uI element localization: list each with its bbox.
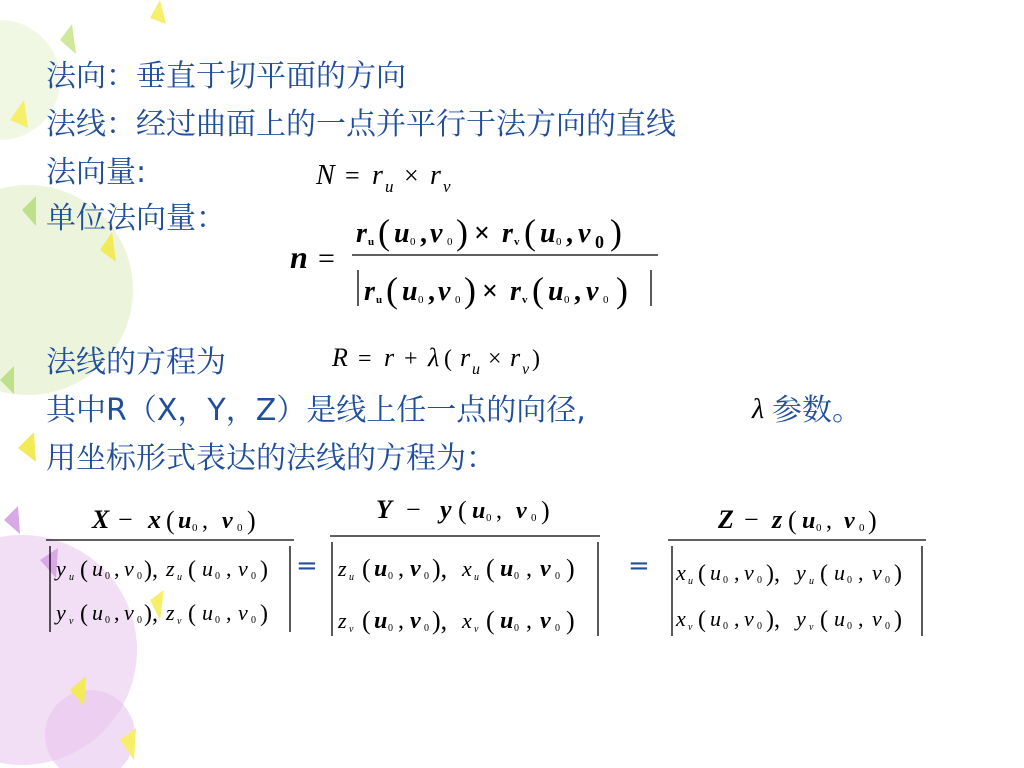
- svg-text:0: 0: [105, 615, 110, 626]
- svg-text:u: u: [374, 608, 388, 634]
- svg-text:y: y: [440, 495, 452, 524]
- where-explanation-suffix: 参数。: [772, 393, 862, 428]
- svg-text:,: ,: [226, 600, 232, 625]
- svg-text:n: n: [290, 239, 308, 275]
- coordinate-fraction-x: [46, 505, 294, 632]
- svg-text:r: r: [510, 343, 521, 372]
- svg-text:0: 0: [603, 294, 609, 306]
- svg-text:z: z: [166, 600, 175, 625]
- svg-text:): ): [868, 506, 877, 535]
- unit-normal-vector-label: 单位法向量：: [46, 201, 226, 236]
- svg-text:,: ,: [826, 508, 832, 534]
- svg-text:u: u: [349, 572, 354, 583]
- svg-text:u: u: [802, 508, 816, 534]
- svg-text:0: 0: [885, 621, 890, 632]
- normal-vector-label: 法向量:: [46, 155, 147, 190]
- svg-text:),: ),: [432, 554, 448, 583]
- svg-text:R: R: [332, 343, 348, 372]
- svg-text:,: ,: [114, 600, 120, 625]
- svg-text:0: 0: [723, 575, 728, 586]
- svg-text:(: (: [698, 607, 706, 633]
- svg-text:0: 0: [424, 623, 429, 634]
- svg-text:v: v: [443, 177, 451, 196]
- svg-text:x: x: [462, 608, 472, 633]
- svg-text:u: u: [394, 218, 410, 249]
- svg-text:): ): [541, 496, 550, 525]
- svg-text:=: =: [358, 346, 372, 372]
- svg-text:(: (: [166, 506, 175, 535]
- svg-text:0: 0: [137, 571, 142, 582]
- normal-direction-definition: 法向：垂直于切平面的方向: [46, 59, 406, 94]
- svg-text:(: (: [820, 561, 828, 587]
- svg-text:0: 0: [410, 236, 416, 248]
- svg-text:v: v: [586, 276, 599, 307]
- svg-text:y: y: [796, 560, 806, 585]
- svg-text:),: ),: [766, 607, 780, 633]
- svg-text:×: ×: [404, 161, 419, 190]
- svg-text:z: z: [772, 505, 783, 534]
- svg-text:0: 0: [564, 294, 570, 306]
- svg-text:v: v: [222, 508, 233, 534]
- svg-text:,: ,: [226, 556, 232, 581]
- svg-text:v: v: [474, 624, 479, 635]
- svg-text:,: ,: [734, 606, 740, 631]
- svg-text:v: v: [872, 606, 882, 631]
- svg-text:r: r: [384, 343, 395, 372]
- svg-text:y: y: [56, 556, 66, 581]
- svg-text:0: 0: [514, 623, 519, 634]
- svg-text:=: =: [345, 161, 360, 190]
- svg-text:−: −: [406, 495, 421, 524]
- svg-text:,: ,: [398, 556, 404, 582]
- svg-text:,: ,: [428, 276, 435, 307]
- svg-text:λ: λ: [428, 343, 440, 372]
- svg-text:0: 0: [757, 575, 762, 586]
- svg-text:u: u: [472, 498, 486, 524]
- svg-text:v: v: [69, 616, 74, 627]
- svg-text:u: u: [710, 560, 721, 585]
- svg-text:0: 0: [215, 615, 220, 626]
- svg-text:(: (: [378, 212, 390, 252]
- svg-text:z: z: [338, 608, 347, 633]
- svg-text:(: (: [486, 554, 495, 583]
- svg-text:0: 0: [137, 615, 142, 626]
- svg-text:v: v: [124, 556, 134, 581]
- svg-text:): ): [610, 212, 622, 252]
- svg-text:u: u: [374, 556, 388, 582]
- svg-text:x: x: [462, 556, 472, 581]
- svg-text:): ): [260, 557, 268, 583]
- svg-text:(: (: [80, 601, 88, 627]
- svg-text:,: ,: [202, 508, 208, 534]
- svg-text:0: 0: [555, 623, 560, 634]
- svg-text:x: x: [148, 505, 161, 534]
- svg-text:u: u: [474, 572, 479, 583]
- svg-text:r: r: [372, 160, 383, 191]
- svg-text:u: u: [834, 606, 845, 631]
- svg-text:v: v: [578, 218, 591, 249]
- svg-text:r: r: [430, 160, 441, 191]
- svg-text:u: u: [202, 556, 213, 581]
- svg-text:(: (: [80, 557, 88, 583]
- svg-text:u: u: [69, 572, 74, 583]
- svg-text:r: r: [356, 218, 367, 249]
- svg-text:v: v: [438, 276, 451, 307]
- svg-text:0: 0: [514, 571, 519, 582]
- svg-text:u: u: [540, 218, 556, 249]
- svg-text:×: ×: [488, 346, 502, 372]
- svg-text:(: (: [532, 270, 544, 310]
- svg-text:u: u: [472, 361, 480, 378]
- svg-text:u: u: [688, 576, 693, 587]
- svg-text:x: x: [676, 606, 686, 631]
- svg-text:0: 0: [447, 236, 453, 248]
- normal-line-definition: 法线：经过曲面上的一点并平行于法方向的直线: [46, 107, 676, 142]
- svg-text:v: v: [124, 600, 134, 625]
- svg-text:(: (: [820, 607, 828, 633]
- svg-text:v: v: [349, 624, 354, 635]
- svg-text:u: u: [92, 556, 103, 581]
- svg-text:,: ,: [398, 608, 404, 634]
- svg-text:u: u: [178, 508, 192, 534]
- normal-line-formula: [331, 343, 540, 378]
- svg-text:u: u: [500, 608, 514, 634]
- svg-text:(: (: [386, 270, 398, 310]
- svg-text:): ): [894, 561, 902, 587]
- svg-text:N: N: [316, 160, 335, 191]
- svg-text:(: (: [444, 346, 452, 372]
- svg-text:v: v: [744, 606, 754, 631]
- svg-text:,: ,: [858, 606, 864, 631]
- svg-text:=: =: [318, 242, 335, 275]
- svg-text:,: ,: [496, 498, 502, 524]
- svg-text:,: ,: [526, 556, 532, 582]
- svg-text:X: X: [92, 505, 110, 534]
- svg-text:): ): [532, 346, 540, 372]
- svg-text:v: v: [177, 616, 182, 627]
- svg-text:v: v: [516, 498, 527, 524]
- svg-text:),: ),: [432, 606, 448, 635]
- svg-text:v: v: [522, 294, 528, 306]
- svg-text:): ): [464, 270, 476, 310]
- svg-text:0: 0: [388, 623, 393, 634]
- svg-text:v: v: [522, 361, 530, 378]
- svg-text:): ): [247, 506, 256, 535]
- svg-text:),: ),: [144, 557, 158, 583]
- svg-text:u: u: [385, 177, 394, 196]
- svg-text:,: ,: [574, 276, 581, 307]
- svg-text:r: r: [510, 276, 521, 307]
- svg-text:x: x: [676, 560, 686, 585]
- svg-text:u: u: [202, 600, 213, 625]
- svg-text:0: 0: [555, 571, 560, 582]
- svg-text:(: (: [362, 554, 371, 583]
- svg-text:(: (: [362, 606, 371, 635]
- svg-text:v: v: [688, 622, 693, 633]
- normal-line-equation-label: 法线的方程为: [46, 345, 226, 380]
- svg-text:0: 0: [418, 294, 424, 306]
- svg-text:v: v: [540, 556, 551, 582]
- svg-text:): ): [260, 601, 268, 627]
- svg-text:): ): [456, 212, 468, 252]
- svg-text:,: ,: [858, 560, 864, 585]
- svg-text:): ): [894, 607, 902, 633]
- svg-text:v: v: [744, 560, 754, 585]
- svg-text:(: (: [188, 601, 196, 627]
- svg-text:): ): [616, 270, 628, 310]
- svg-text:u: u: [376, 294, 383, 306]
- svg-text:v: v: [844, 508, 855, 534]
- where-explanation-prefix: 其中R（X，Y，Z）是线上任一点的向径,: [46, 393, 586, 428]
- svg-text:0: 0: [237, 522, 243, 534]
- equals-sign-2: =: [628, 551, 650, 581]
- svg-text:v: v: [540, 608, 551, 634]
- unit-normal-formula: [290, 212, 658, 310]
- svg-text:0: 0: [556, 236, 562, 248]
- svg-text:0: 0: [455, 294, 461, 306]
- svg-text:0: 0: [595, 232, 604, 252]
- lambda-symbol: λ: [752, 394, 765, 425]
- svg-text:0: 0: [424, 571, 429, 582]
- svg-text:(: (: [458, 496, 467, 525]
- svg-text:(: (: [698, 561, 706, 587]
- svg-text:u: u: [402, 276, 418, 307]
- svg-text:0: 0: [486, 512, 492, 524]
- svg-text:0: 0: [105, 571, 110, 582]
- svg-text:+: +: [404, 346, 418, 372]
- svg-text:×: ×: [474, 218, 490, 249]
- svg-text:u: u: [834, 560, 845, 585]
- svg-text:z: z: [166, 556, 175, 581]
- svg-text:(: (: [524, 212, 536, 252]
- svg-text:u: u: [368, 236, 375, 248]
- svg-text:,: ,: [734, 560, 740, 585]
- svg-text:0: 0: [531, 512, 537, 524]
- svg-text:u: u: [177, 572, 182, 583]
- svg-text:(: (: [788, 506, 797, 535]
- svg-text:u: u: [809, 576, 814, 587]
- svg-text:v: v: [410, 556, 421, 582]
- coordinate-fraction-y: [330, 495, 600, 636]
- coordinate-fraction-z: [668, 505, 926, 636]
- svg-text:z: z: [338, 556, 347, 581]
- svg-text:y: y: [56, 600, 66, 625]
- svg-text:−: −: [744, 505, 759, 534]
- svg-text:u: u: [710, 606, 721, 631]
- normal-vector-formula: [315, 160, 451, 196]
- svg-text:v: v: [430, 218, 443, 249]
- svg-text:,: ,: [566, 218, 573, 249]
- svg-text:0: 0: [723, 621, 728, 632]
- svg-text:u: u: [548, 276, 564, 307]
- svg-text:0: 0: [847, 575, 852, 586]
- svg-text:0: 0: [859, 522, 865, 534]
- svg-text:v: v: [238, 600, 248, 625]
- svg-text:): ): [566, 554, 575, 583]
- svg-text:Z: Z: [718, 505, 734, 534]
- svg-text:u: u: [500, 556, 514, 582]
- svg-text:): ): [566, 606, 575, 635]
- svg-text:u: u: [92, 600, 103, 625]
- svg-text:0: 0: [215, 571, 220, 582]
- svg-text:0: 0: [251, 571, 256, 582]
- svg-text:−: −: [118, 505, 133, 534]
- svg-text:v: v: [809, 622, 814, 633]
- svg-text:Y: Y: [376, 495, 392, 524]
- svg-text:),: ),: [144, 601, 158, 627]
- svg-text:0: 0: [847, 621, 852, 632]
- svg-text:v: v: [238, 556, 248, 581]
- svg-text:r: r: [364, 276, 375, 307]
- svg-text:,: ,: [526, 608, 532, 634]
- svg-text:),: ),: [766, 561, 780, 587]
- svg-text:0: 0: [388, 571, 393, 582]
- svg-text:v: v: [410, 608, 421, 634]
- svg-text:r: r: [502, 218, 513, 249]
- svg-text:r: r: [460, 343, 471, 372]
- svg-text:(: (: [188, 557, 196, 583]
- coordinate-form-label: 用坐标形式表达的法线的方程为：: [46, 441, 496, 476]
- svg-text:0: 0: [251, 615, 256, 626]
- svg-text:0: 0: [757, 621, 762, 632]
- equals-sign-1: =: [296, 551, 318, 581]
- svg-text:y: y: [796, 606, 806, 631]
- svg-text:0: 0: [885, 575, 890, 586]
- svg-text:,: ,: [114, 556, 120, 581]
- svg-text:v: v: [514, 236, 520, 248]
- svg-text:×: ×: [482, 276, 498, 307]
- svg-text:,: ,: [420, 218, 427, 249]
- svg-text:(: (: [486, 606, 495, 635]
- svg-text:0: 0: [816, 522, 822, 534]
- svg-text:v: v: [872, 560, 882, 585]
- svg-text:0: 0: [192, 522, 198, 534]
